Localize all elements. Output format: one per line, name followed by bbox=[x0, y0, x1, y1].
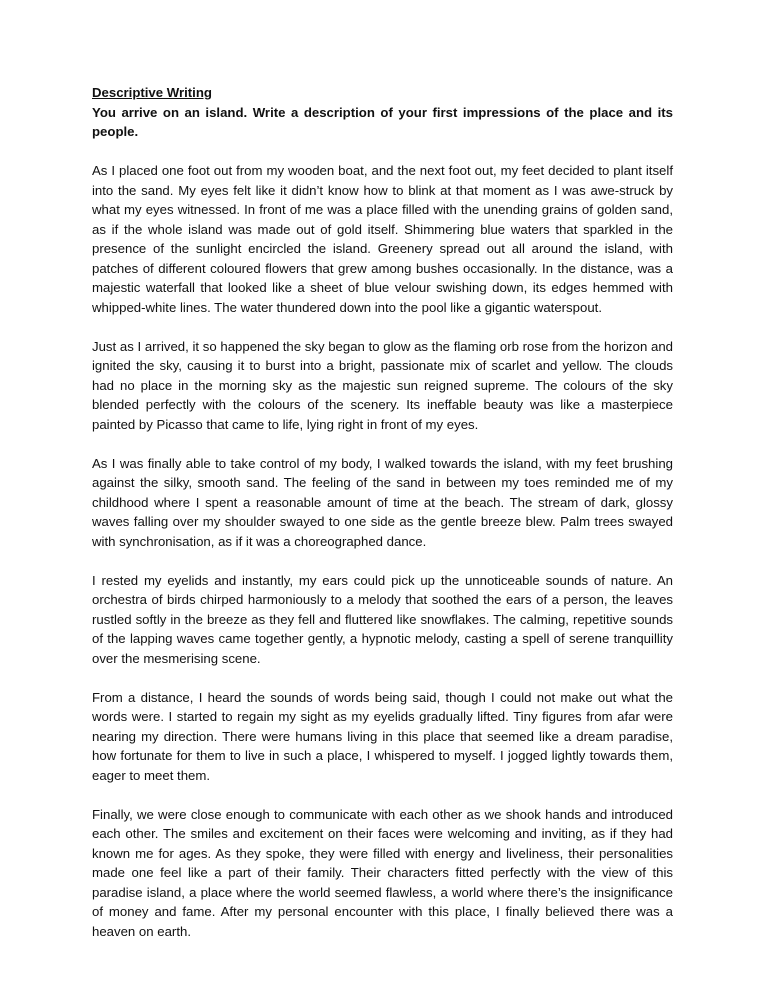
paragraph-4: I rested my eyelids and instantly, my ears could pick up the unnoticeable sounds of nature. An orchestra of birds chirped harmoniously to a melody that soothed the ears of a person, the leaves rustled softly in the breeze as they fell and fluttered like snowflakes. The calming, repetitive sounds of the lapping waves came together gently, a hypnotic melody, casting a spell of serene tranquillity over the mesmerising scene. bbox=[92, 572, 673, 666]
document-heading: Descriptive Writing bbox=[92, 85, 212, 100]
paragraph-3: As I was finally able to take control of my body, I walked towards the island, with my feet brushing against the silky, smooth sand. The feeling of the sand in between my toes reminded me of my childhood where I spent a reasonable amount of time at the beach. The stream of dark, glossy waves falling over my shoulder swayed to one side as the gentle breeze blew. Palm trees swayed with synchronisation, as if it was a choreographed dance. bbox=[92, 455, 673, 549]
paragraph-5: From a distance, I heard the sounds of words being said, though I could not make out what the words were. I started to regain my sight as my eyelids gradually lifted. Tiny figures from afar were nearing my direction. There were humans living in this place that seemed like a dream paradise, how fortunate for them to live in such a place, I whispered to myself. I jogged lightly towards them, eager to meet them. bbox=[92, 689, 673, 783]
writing-prompt: You arrive on an island. Write a description of your first impressions of the place and its people. bbox=[92, 104, 673, 139]
paragraph-1: As I placed one foot out from my wooden boat, and the next foot out, my feet decided to plant itself into the sand. My eyes felt like it didn’t know how to blink at that moment as I was awe-struck by what my eyes witnessed. In front of me was a place filled with the unending grains of golden sand, as if the whole island was made out of gold itself. Shimmering blue waters that sparkled in the presence of the sunlight encircled the island. Greenery spread out all around the island, with patches of different coloured flowers that grew among bushes occasionally. In the distance, was a majestic waterfall that looked like a sheet of blue velour swishing down, its edges hemmed with whipped-white lines. The water thundered down into the pool like a gigantic waterspout. bbox=[92, 163, 673, 315]
paragraph-6: Finally, we were close enough to communicate with each other as we shook hands and introduced each other. The smiles and excitement on their faces were welcoming and inviting, as if they had known me for ages. As they spoke, they were filled with energy and liveliness, their personalities made one feel like a part of their family. Their characters fitted perfectly with the view of this paradise island, a place where the world seemed flawless, a world where there’s the insignificance of money and fame. After my personal encounter with this place, I finally believed there was a heaven on earth. bbox=[92, 806, 673, 939]
paragraph-2: Just as I arrived, it so happened the sky began to glow as the flaming orb rose from the horizon and ignited the sky, causing it to burst into a bright, passionate mix of scarlet and yellow. The clouds had no place in the morning sky as the majestic sun reigned supreme. The colours of the sky blended perfectly with the colours of the scenery. Its ineffable beauty was like a masterpiece painted by Picasso that came to life, lying right in front of my eyes. bbox=[92, 338, 673, 432]
document-page bbox=[92, 83, 673, 941]
